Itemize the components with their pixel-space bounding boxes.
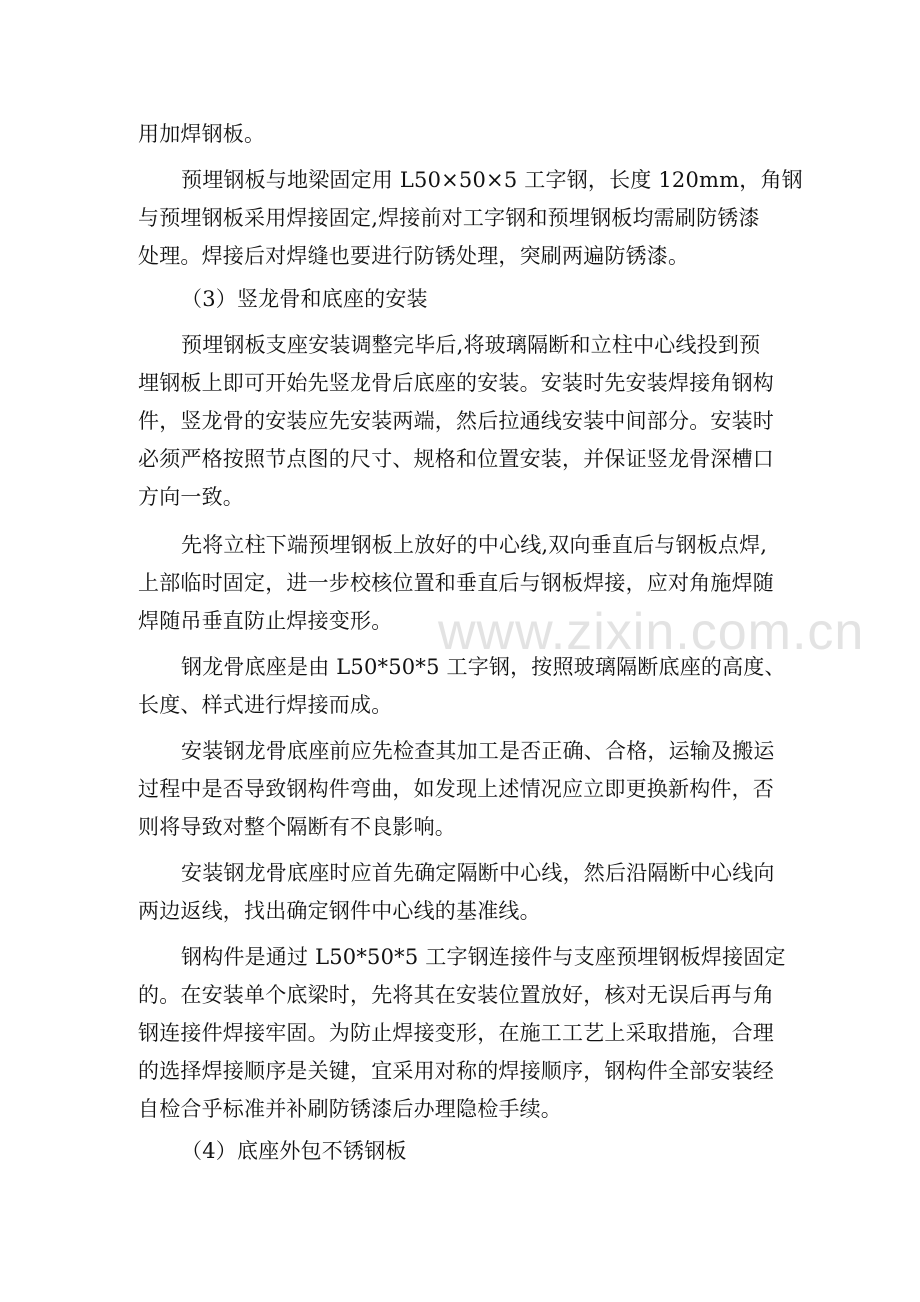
text-line: 的。在安装单个底梁时，先将其在安装位置放好，核对无误后再与角 (138, 983, 774, 1007)
paragraph-first-line: 预埋钢板支座安装调整完毕后,将玻璃隔断和立柱中心线投到预 (181, 333, 761, 357)
paragraph-first-line: 安装钢龙骨底座时应首先确定隔断中心线，然后沿隔断中心线向 (181, 861, 775, 885)
text-line: 上部临时固定，进一步校核位置和垂直后与钢板焊接，应对角施焊随 (138, 571, 774, 595)
section-heading: （4）底座外包不锈钢板 (181, 1139, 407, 1163)
text-line: 自检合乎标准并补刷防锈漆后办理隐检手续。 (138, 1097, 562, 1121)
text-line: 则将导致对整个隔断有不良影响。 (138, 815, 456, 839)
paragraph-first-line: 预埋钢板与地梁固定用 L50×50×5 工字钢，长度 120mm，角钢 (181, 168, 803, 192)
text-line: 件，竖龙骨的安装应先安装两端，然后拉通线安装中间部分。安装时 (138, 409, 774, 433)
text-line: 用加焊钢板。 (138, 122, 266, 146)
text-line: 必须严格按照节点图的尺寸、规格和位置安装，并保证竖龙骨深槽口 (138, 447, 774, 471)
paragraph-first-line: 钢构件是通过 L50*50*5 工字钢连接件与支座预埋钢板焊接固定 (181, 945, 786, 969)
text-line: 两边返线，找出确定钢件中心线的基准线。 (138, 899, 541, 923)
text-line: 长度、样式进行焊接而成。 (138, 693, 393, 717)
watermark: www.zixin.com.cn (438, 603, 865, 661)
text-line: 焊随吊垂直防止焊接变形。 (138, 609, 393, 633)
text-line: 处理。焊接后对焊缝也要进行防锈处理，突刷两遍防锈漆。 (138, 244, 690, 268)
paragraph-first-line: 安装钢龙骨底座前应先检查其加工是否正确、合格，运输及搬运 (181, 739, 775, 763)
text-line: 方向一致。 (138, 485, 244, 509)
text-line: 埋钢板上即可开始先竖龙骨后底座的安装。安装时先安装焊接角钢构 (138, 371, 774, 395)
paragraph-first-line: 钢龙骨底座是由 L50*50*5 工字钢，按照玻璃隔断底座的高度、 (181, 655, 786, 679)
section-heading: （3）竖龙骨和底座的安装 (181, 287, 428, 311)
text-line: 与预埋钢板采用焊接固定,焊接前对工字钢和预埋钢板均需刷防锈漆 (138, 206, 760, 230)
text-line: 钢连接件焊接牢固。为防止焊接变形，在施工工艺上采取措施，合理 (138, 1021, 774, 1045)
text-line: 的选择焊接顺序是关键，宜采用对称的焊接顺序，钢构件全部安装经 (138, 1059, 774, 1083)
text-line: 过程中是否导致钢构件弯曲，如发现上述情况应立即更换新构件，否 (138, 777, 774, 801)
paragraph-first-line: 先将立柱下端预埋钢板上放好的中心线,双向垂直后与钢板点焊, (181, 533, 768, 557)
